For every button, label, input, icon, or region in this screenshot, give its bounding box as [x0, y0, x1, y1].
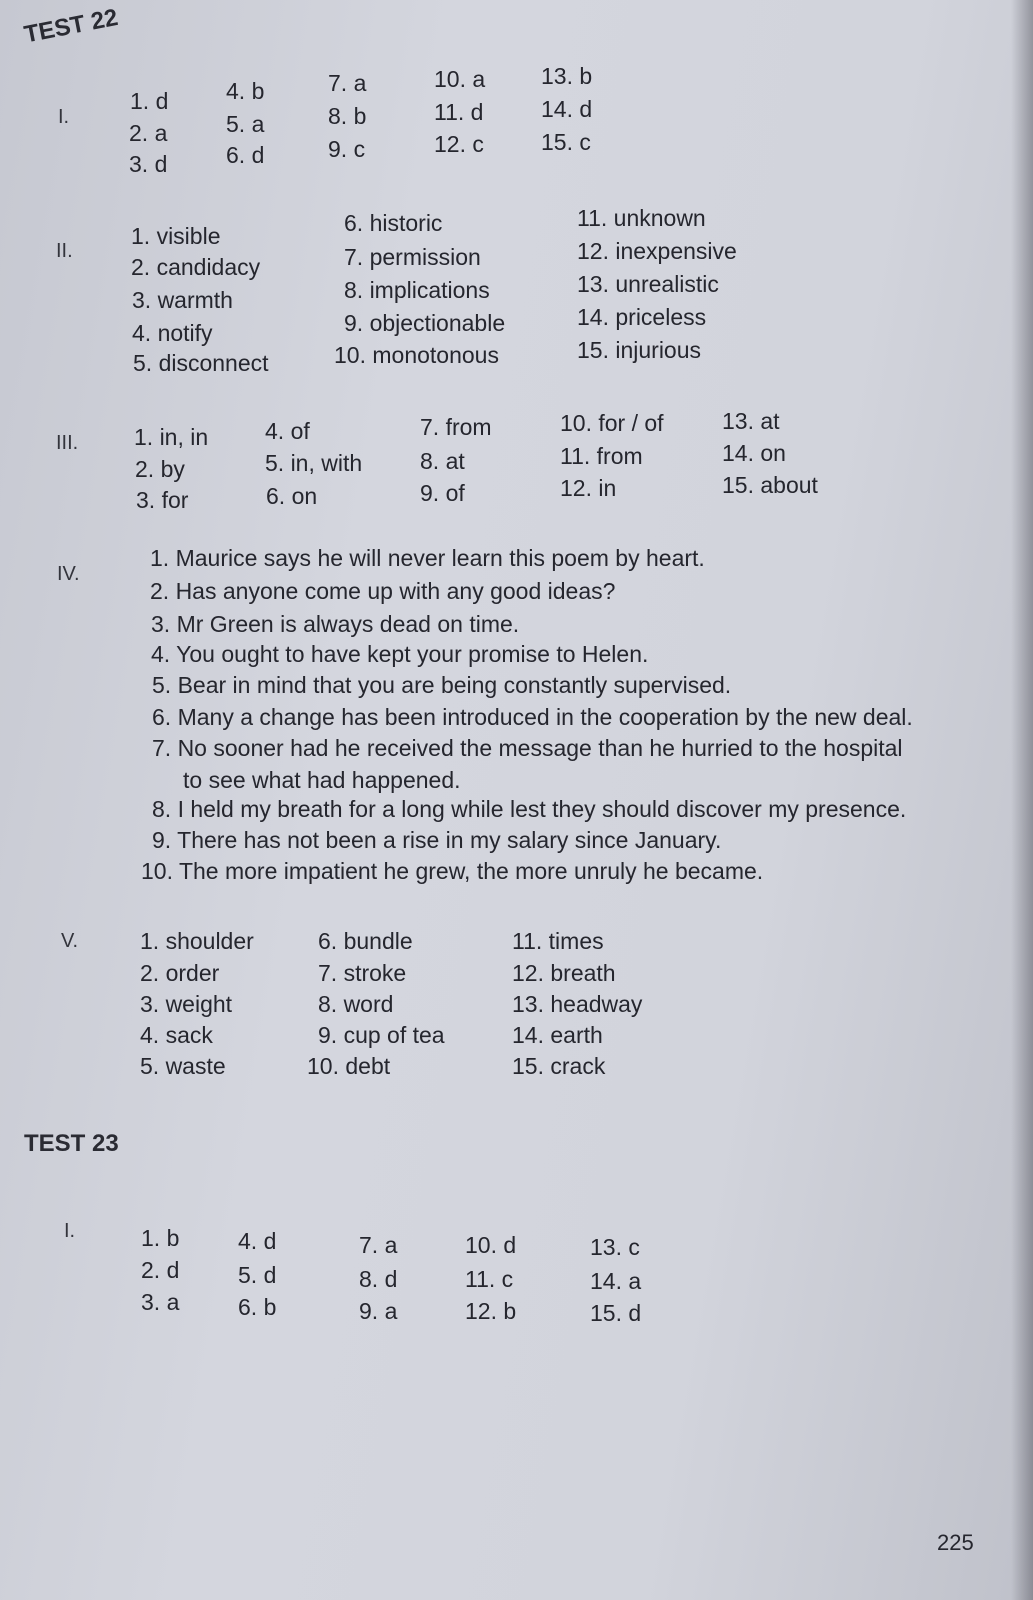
answer-item: 15. d [590, 1300, 642, 1326]
test-22-title: TEST 22 [22, 3, 121, 49]
answer-item: 5. waste [140, 1053, 226, 1079]
sentence-line: 3. Mr Green is always dead on time. [151, 611, 520, 637]
answer-item: 8. word [318, 991, 394, 1017]
answer-item: 14. d [541, 96, 593, 122]
answer-item: 5. d [238, 1262, 277, 1288]
sentence-line: to see what had happened. [183, 767, 461, 793]
sentence-line: 7. No sooner had he received the message than he hurried to the hospital [152, 735, 903, 761]
sentence-line: 9. There has not been a rise in my salary since January. [152, 827, 722, 853]
answer-item: 7. stroke [318, 960, 407, 986]
answer-item: 8. d [359, 1266, 398, 1292]
answer-item: 11. d [434, 99, 484, 125]
answer-item: 11. unknown [577, 205, 706, 231]
sentence-line: 1. Maurice says he will never learn this poem by heart. [150, 545, 705, 571]
answer-item: 9. a [359, 1298, 398, 1324]
test22-section-2-label: II. [56, 240, 73, 262]
answer-item: 15. c [541, 129, 591, 155]
answer-item: 6. bundle [318, 928, 413, 954]
answer-item: 14. on [722, 440, 786, 466]
answer-item: 1. shoulder [140, 928, 254, 954]
answer-item: 6. b [238, 1294, 277, 1320]
answer-item: 7. permission [344, 244, 481, 270]
answer-item: 12. inexpensive [577, 238, 737, 264]
answer-item: 9. cup of tea [318, 1022, 445, 1048]
answer-item: 14. earth [512, 1022, 603, 1048]
answer-item: 11. times [512, 928, 604, 954]
answer-item: 1. visible [131, 223, 221, 249]
sentence-line: 5. Bear in mind that you are being constantly supervised. [152, 672, 732, 698]
sentence-line: 2. Has anyone come up with any good ideas? [150, 578, 616, 604]
answer-item: 7. from [420, 414, 492, 440]
answer-item: 1. in, in [134, 424, 209, 450]
answer-item: 10. monotonous [334, 342, 499, 368]
test22-section-1-label: I. [58, 106, 70, 128]
answer-item: 4. d [238, 1228, 277, 1254]
answer-item: 10. for / of [560, 410, 664, 436]
answer-item: 14. a [590, 1268, 642, 1294]
answer-item: 7. a [359, 1232, 398, 1258]
answer-item: 12. breath [512, 960, 616, 986]
answer-item: 2. a [129, 120, 168, 146]
answer-item: 11. from [560, 443, 643, 469]
answer-item: 13. c [590, 1234, 640, 1260]
answer-item: 9. of [420, 480, 465, 506]
answer-item: 2. candidacy [131, 254, 261, 280]
answer-item: 3. weight [140, 991, 233, 1017]
test22-section-3-label: III. [56, 432, 79, 454]
answer-item: 10. a [434, 66, 486, 92]
answer-item: 4. notify [132, 320, 213, 346]
answer-item: 8. b [328, 103, 367, 129]
answer-item: 14. priceless [577, 304, 707, 330]
answer-item: 6. d [226, 142, 265, 168]
answer-item: 4. b [226, 78, 265, 104]
answer-item: 3. a [141, 1289, 180, 1315]
sentence-line: 10. The more impatient he grew, the more unruly he became. [141, 858, 764, 884]
answer-item: 9. objectionable [344, 310, 506, 336]
answer-item: 7. a [328, 70, 367, 96]
answer-item: 5. a [226, 111, 265, 137]
sentence-line: 8. I held my breath for a long while lest they should discover my presence. [152, 796, 907, 822]
sentence-line: 4. You ought to have kept your promise to Helen. [151, 641, 649, 667]
test22-section-5-label: V. [61, 930, 79, 952]
answer-item: 13. headway [512, 991, 643, 1017]
answer-item: 4. of [265, 418, 310, 444]
answer-item: 10. d [465, 1232, 517, 1258]
test-23-title: TEST 23 [24, 1130, 119, 1157]
answer-item: 8. at [420, 448, 465, 474]
answer-item: 2. d [141, 1257, 180, 1283]
answer-item: 3. for [136, 487, 189, 513]
answer-item: 11. c [465, 1266, 514, 1292]
test22-section-4-label: IV. [57, 563, 80, 585]
answer-item: 1. d [130, 88, 169, 114]
answer-item: 12. c [434, 131, 484, 157]
answer-item: 4. sack [140, 1022, 213, 1048]
answer-item: 10. debt [307, 1053, 391, 1079]
answer-item: 5. in, with [265, 450, 363, 476]
answer-item: 6. historic [344, 210, 443, 236]
answer-item: 8. implications [344, 277, 490, 303]
answer-item: 3. d [129, 151, 168, 177]
answer-item: 15. about [722, 472, 818, 498]
answer-item: 3. warmth [132, 287, 233, 313]
answer-item: 2. by [135, 456, 185, 482]
answer-item: 13. at [722, 408, 780, 434]
answer-item: 2. order [140, 960, 220, 986]
answer-item: 1. b [141, 1225, 180, 1251]
answer-item: 12. in [560, 475, 617, 501]
page-number: 225 [937, 1530, 974, 1555]
test23-section-1-label: I. [64, 1220, 76, 1242]
answer-item: 6. on [266, 483, 318, 509]
answer-item: 15. injurious [577, 337, 702, 363]
answer-item: 5. disconnect [133, 350, 269, 376]
answer-item: 13. b [541, 63, 593, 89]
answer-item: 12. b [465, 1298, 517, 1324]
answer-item: 13. unrealistic [577, 271, 719, 297]
answer-item: 9. c [328, 136, 366, 162]
page-edge-shadow [1011, 0, 1033, 1600]
answer-item: 15. crack [512, 1053, 606, 1079]
sentence-line: 6. Many a change has been introduced in the cooperation by the new deal. [152, 704, 913, 730]
